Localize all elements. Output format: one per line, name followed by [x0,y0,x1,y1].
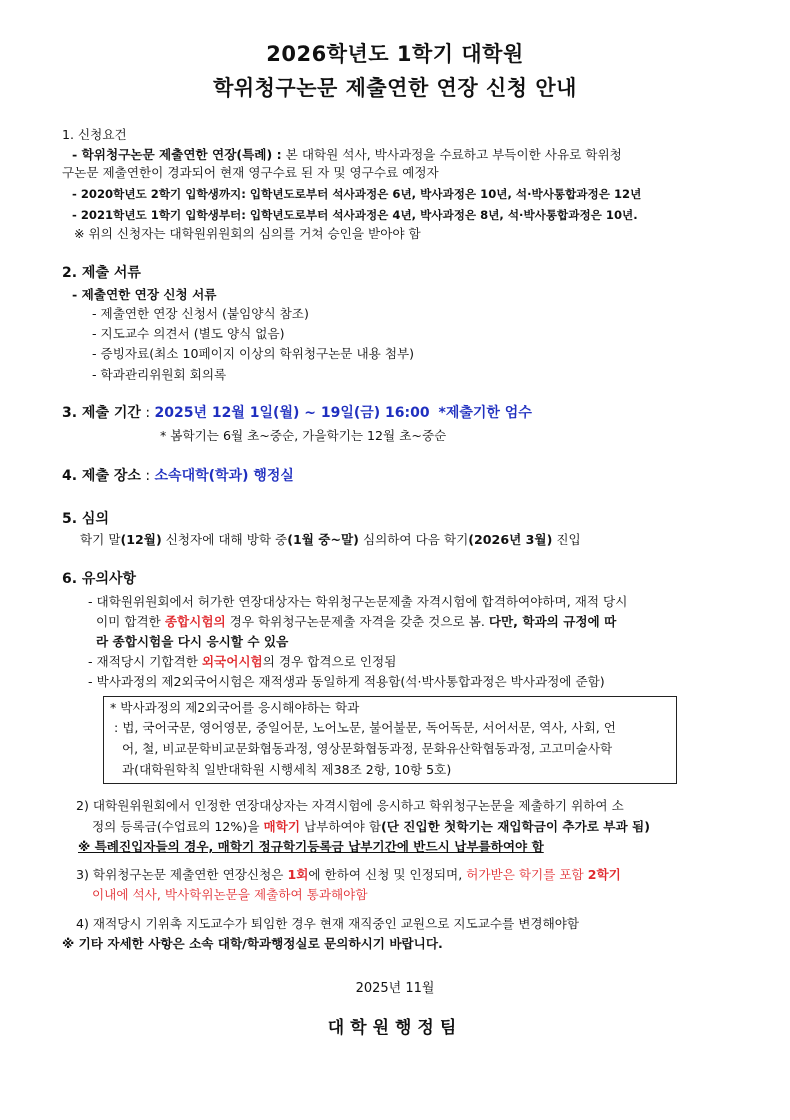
n2-line-1: 2) 대학원위원회에서 인정한 연장대상자는 자격시험에 응시하고 학위청구논문을 제출하기 위하여 소 [76,798,624,813]
s1-line-1-bold: - 학위청구논문 제출연한 연장(특례) : [72,147,282,162]
title-line-1: 2026학년도 1학기 대학원 [266,42,524,66]
s1-line-2: 구논문 제출연한이 경과되어 현재 영구수료 된 자 및 영구수료 예정자 [62,165,439,180]
s1-line-1 [72,146,622,164]
s1-line-1-rest: 본 대학원 석사, 박사과정을 수료하고 부득이한 사유로 학위청 [281,147,622,162]
s1-note: ※ 위의 신청자는 대학원위원회의 심의를 거쳐 승인을 받아야 함 [74,226,421,241]
title-line-2: 학위청구논문 제출연한 연장 신청 안내 [213,76,577,100]
s3-strict: *제출기한 엄수 [438,405,532,421]
s3-line [62,404,532,422]
s2-item-3: - 증빙자료(최소 10페이지 이상의 학위청구논문 내용 첨부) [92,346,415,361]
s6-a-line-2: 이미 합격한 종합시험의 경우 학위청구논문제출 자격을 갖춘 것으로 봄. 다만, 학과의 규정에 따 [96,614,617,629]
s4-place: 소속대학(학과) 행정실 [154,468,294,484]
box-line-1: * 박사과정의 제2외국어를 응시해야하는 학과 [110,700,360,715]
s6-c-line: - 박사과정의 제2외국어시험은 재적생과 동일하게 적용함(석·박사통합과정은 박사과정에 준함) [88,674,605,689]
s1-heading: 1. 신청요건 [62,127,127,142]
s1-line-4: - 2021학년도 1학기 입학생부터: 입학년도로부터 석사과정은 4년, 박사과정은 8년, 석·박사통합과정은 10년. [72,208,638,222]
s3-sep: : [140,405,155,421]
s2-sub: - 제출연한 연장 신청 서류 [72,287,217,302]
s2-item-1: - 제출연한 연장 신청서 (붙임양식 참조) [92,306,309,321]
s2-item-2: - 지도교수 의견서 (별도 양식 없음) [92,326,285,341]
s4-sep: : [140,468,155,484]
footer-team: 대학원행정팀 [327,1018,463,1038]
box-line-2: : 법, 국어국문, 영어영문, 중일어문, 노어노문, 불어불문, 독어독문, 서어서문, 역사, 사회, 언 [114,720,616,735]
box-line-4: 과(대학원학칙 일반대학원 시행세칙 제38조 2항, 10항 5호) [122,762,452,777]
n3-line-2: 이내에 석사, 박사학위논문을 제출하여 통과해야함 [92,887,368,902]
s6-b-line: - 재적당시 기합격한 외국어시험의 경우 합격으로 인정됨 [88,654,397,669]
s6-a-line-3: 라 종합시험을 다시 응시할 수 있음 [96,634,289,649]
s3-label: 3. 제출 기간 [62,405,141,421]
s3-period: 2025년 12월 1일(월) ~ 19일(금) 16:00 [154,405,430,421]
s6-heading: 6. 유의사항 [62,571,137,587]
s1-line-3: - 2020학년도 2학기 입학생까지: 입학년도로부터 석사과정은 6년, 박사과정은 10년, 석·박사통합과정은 12년 [72,187,642,201]
s5-text: 학기 말(12월) 신청자에 대해 방학 중(1월 중~말) 심의하여 다음 학기(2026년 3월) 진입 [80,532,581,547]
s2-heading: 2. 제출 서류 [62,265,141,281]
box-line-3: 어, 철, 비교문학비교문화협동과정, 영상문화협동과정, 문화유산학협동과정, 고고미술사학 [122,741,613,756]
n3-line-1: 3) 학위청구논문 제출연한 연장신청은 1회에 한하여 신청 및 인정되며, 허가받은 학기를 포함 2학기 [76,867,621,882]
s2-item-4: - 학과관리위원회 회의록 [92,367,227,382]
s3-note: * 봄학기는 6월 초~중순, 가을학기는 12월 초~중순 [160,428,447,443]
s5-heading: 5. 심의 [62,511,109,527]
s6-a-line-1: - 대학원위원회에서 허가한 연장대상자는 학위청구논문제출 자격시험에 합격하여야하며, 재적 당시 [88,594,628,609]
footer-date: 2025년 11월 [355,981,435,996]
n4-line: 4) 재적당시 기위촉 지도교수가 퇴임한 경우 현재 재직중인 교원으로 지도교수를 변경해야함 [76,916,580,931]
final-note: ※ 기타 자세한 사항은 소속 대학/학과행정실로 문의하시기 바랍니다. [62,936,443,951]
n2-line-2: 정의 등록금(수업료의 12%)을 매학기 납부하여야 함(단 진입한 첫학기는 재입학금이 추가로 부과 됨) [92,819,650,834]
n2-note: ※ 특례진입자들의 경우, 매학기 정규학기등록금 납부기간에 반드시 납부를하여야 함 [78,839,544,854]
s4-line [62,467,294,485]
s4-label: 4. 제출 장소 [62,468,141,484]
